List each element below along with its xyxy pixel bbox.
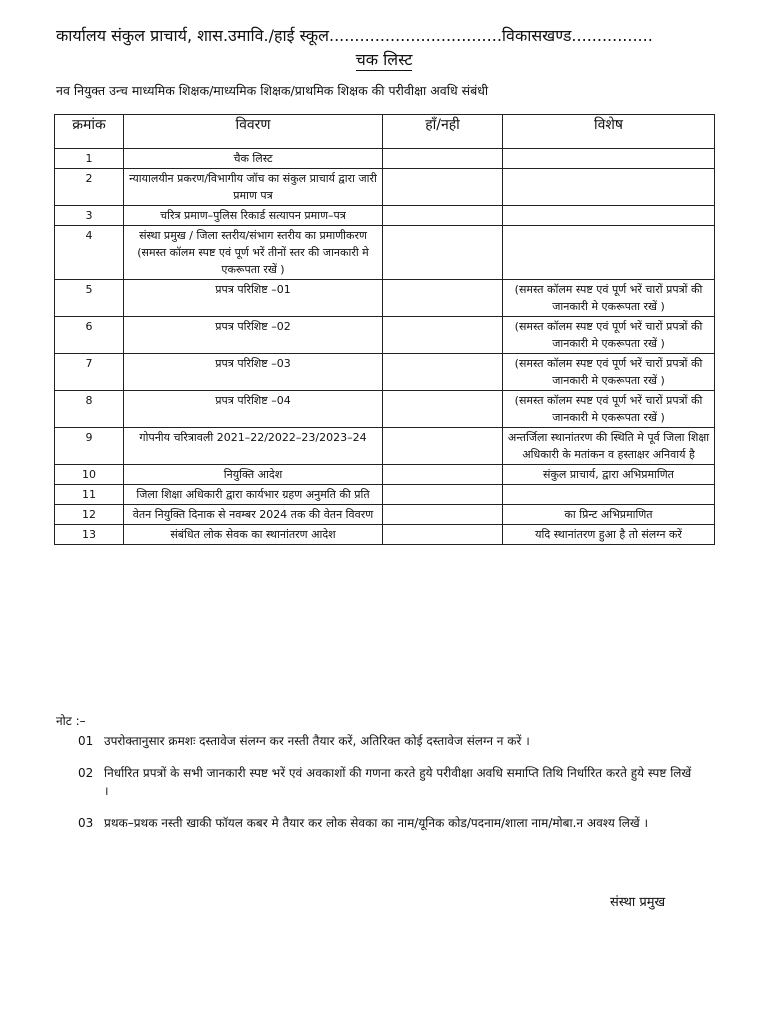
note-item: [78, 814, 736, 832]
cell-description: नियुक्ति आदेश: [124, 465, 383, 485]
cell-serial: 4: [55, 226, 124, 280]
cell-serial: 11: [55, 485, 124, 505]
cell-remarks: [503, 485, 715, 505]
cell-remarks: का प्रिन्ट अभिप्रमाणित: [503, 505, 715, 525]
notes-heading: नोट :–: [56, 714, 86, 728]
note-text: निर्धारित प्रपत्रों के सभी जानकारी स्पष्ट भरें एवं अवकाशों की गणना करते हुये परीवीक्षा अवधि समाप्ति तिथि निर्धारित करते हुये स्पष्ट लिखें ।: [104, 766, 692, 798]
cell-serial: 8: [55, 391, 124, 428]
cell-remarks: संकुल प्राचार्य, द्वारा अभिप्रमाणित: [503, 465, 715, 485]
cell-serial: 5: [55, 280, 124, 317]
cell-remarks: [503, 149, 715, 169]
cell-yes-no[interactable]: [383, 226, 503, 280]
col-header-description: विवरण: [124, 115, 383, 149]
cell-serial: 9: [55, 428, 124, 465]
cell-yes-no[interactable]: [383, 354, 503, 391]
table-row: [55, 525, 715, 545]
cell-serial: 3: [55, 206, 124, 226]
table-header-row: [55, 115, 715, 149]
office-header: कार्यालय संकुल प्राचार्य, शास.उमावि./हाई स्कूल..................................विकासखण्ड................: [56, 26, 653, 45]
cell-remarks: (समस्त कॉलम स्पष्ट एवं पूर्ण भरें चारों प्रपत्रों की जानकारी मे एकरूपता रखें ): [503, 354, 715, 391]
cell-description: वेतन नियुक्ति दिनाक से नवम्बर 2024 तक की वेतन विवरण: [124, 505, 383, 525]
cell-remarks: [503, 169, 715, 206]
cell-serial: 2: [55, 169, 124, 206]
note-text: प्रथक–प्रथक नस्ती खाकी फॉयल कबर मे तैयार कर लोक सेवका का नाम/यूनिक कोड/पदनाम/शाला नाम/मोबा.न अवश्य लिखें ।: [104, 816, 649, 830]
cell-description: चैक लिस्ट: [124, 149, 383, 169]
cell-yes-no[interactable]: [383, 525, 503, 545]
cell-description: संस्था प्रमुख / जिला स्तरीय/संभाग स्तरीय का प्रमाणीकरण (समस्त कॉलम स्पष्ट एवं पूर्ण भरें तीनों स्तर की जानकारी मे एकरूपता रखें ): [124, 226, 383, 280]
checklist-table: [54, 114, 715, 545]
table-row: [55, 280, 715, 317]
cell-remarks: (समस्त कॉलम स्पष्ट एवं पूर्ण भरें चारों प्रपत्रों की जानकारी मे एकरूपता रखें ): [503, 280, 715, 317]
table-row: [55, 317, 715, 354]
cell-serial: 1: [55, 149, 124, 169]
cell-description: गोपनीय चरित्रावली 2021–22/2022–23/2023–24: [124, 428, 383, 465]
document-subtitle: नव नियुक्त उन्च माध्यमिक शिक्षक/माध्यमिक शिक्षक/प्राथमिक शिक्षक की परीवीक्षा अवधि संबंधी: [56, 83, 489, 98]
table-row: [55, 169, 715, 206]
table-row: [55, 149, 715, 169]
note-text: उपरोक्तानुसार क्रमशः दस्तावेज संलग्न कर नस्ती तैयार करें, अतिरिक्त कोई दस्तावेज संलग्न न करें ।: [104, 734, 530, 748]
note-number: 03: [78, 816, 94, 830]
cell-yes-no[interactable]: [383, 485, 503, 505]
note-number: 02: [78, 766, 94, 780]
table-row: [55, 206, 715, 226]
cell-remarks: (समस्त कॉलम स्पष्ट एवं पूर्ण भरें चारों प्रपत्रों की जानकारी मे एकरूपता रखें ): [503, 391, 715, 428]
signature-label: संस्था प्रमुख: [610, 895, 666, 910]
cell-yes-no[interactable]: [383, 149, 503, 169]
table-row: [55, 391, 715, 428]
cell-serial: 12: [55, 505, 124, 525]
cell-remarks: अन्तर्जिला स्थानांतरण की स्थिति मे पूर्व जिला शिक्षा अधिकारी के मतांकन व हस्ताक्षर अनिवार्य है: [503, 428, 715, 465]
cell-serial: 10: [55, 465, 124, 485]
title-text: चक लिस्ट: [355, 50, 413, 69]
table-row: [55, 505, 715, 525]
cell-description: प्रपत्र परिशिष्ट –04: [124, 391, 383, 428]
note-item: [78, 732, 736, 750]
cell-remarks: [503, 226, 715, 280]
notes-section: [56, 712, 736, 846]
cell-yes-no[interactable]: [383, 465, 503, 485]
cell-yes-no[interactable]: [383, 391, 503, 428]
cell-description: न्यायालयीन प्रकरण/विभागीय जॉच का संकुल प्राचार्य द्वारा जारी प्रमाण पत्र: [124, 169, 383, 206]
col-header-remarks: विशेष: [503, 115, 715, 149]
cell-yes-no[interactable]: [383, 206, 503, 226]
cell-remarks: (समस्त कॉलम स्पष्ट एवं पूर्ण भरें चारों प्रपत्रों की जानकारी मे एकरूपता रखें ): [503, 317, 715, 354]
cell-serial: 6: [55, 317, 124, 354]
document-title: [0, 48, 768, 70]
cell-description: चरित्र प्रमाण–पुलिस रिकार्ड सत्यापन प्रमाण–पत्र: [124, 206, 383, 226]
table-row: [55, 226, 715, 280]
cell-description: जिला शिक्षा अधिकारी द्वारा कार्यभार ग्रहण अनुमति की प्रति: [124, 485, 383, 505]
cell-serial: 7: [55, 354, 124, 391]
table-row: [55, 485, 715, 505]
cell-description: प्रपत्र परिशिष्ट –03: [124, 354, 383, 391]
note-number: 01: [78, 734, 94, 748]
cell-serial: 13: [55, 525, 124, 545]
cell-remarks: [503, 206, 715, 226]
cell-yes-no[interactable]: [383, 169, 503, 206]
cell-description: प्रपत्र परिशिष्ट –02: [124, 317, 383, 354]
table-row: [55, 428, 715, 465]
cell-yes-no[interactable]: [383, 280, 503, 317]
note-item: [78, 764, 736, 800]
cell-yes-no[interactable]: [383, 505, 503, 525]
table-row: [55, 465, 715, 485]
col-header-yes-no: हाँ/नही: [383, 115, 503, 149]
cell-description: संबंधित लोक सेवक का स्थानांतरण आदेश: [124, 525, 383, 545]
cell-remarks: यदि स्थानांतरण हुआ है तो संलग्न करें: [503, 525, 715, 545]
cell-description: प्रपत्र परिशिष्ट –01: [124, 280, 383, 317]
table-row: [55, 354, 715, 391]
cell-yes-no[interactable]: [383, 317, 503, 354]
cell-yes-no[interactable]: [383, 428, 503, 465]
col-header-serial: क्रमांक: [55, 115, 124, 149]
